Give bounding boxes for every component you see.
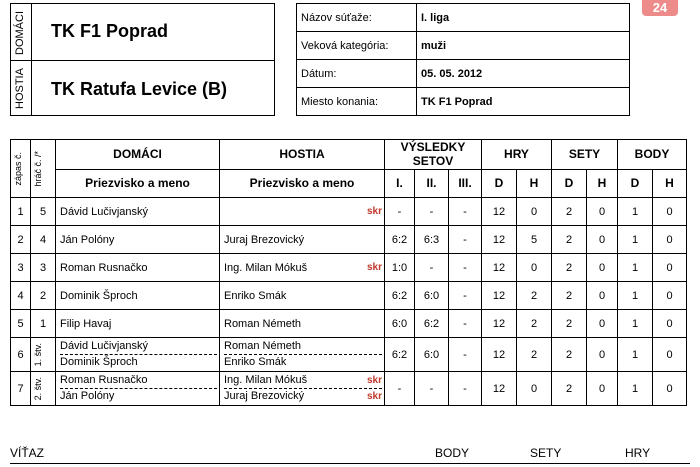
footer-winner: VÍŤAZ (10, 446, 45, 460)
result-sh: 0 (587, 254, 618, 282)
result-hh: 2 (517, 338, 552, 372)
away-player (220, 198, 385, 226)
col-results: VÝSLEDKY SETOV (385, 140, 482, 170)
away-pair (220, 338, 385, 372)
result-s3: - (449, 310, 482, 338)
away-pair-1: Ing. Milan Mókuš skr (224, 373, 382, 389)
result-bh: 0 (653, 226, 687, 254)
table-row (11, 338, 687, 372)
result-bh: 0 (653, 254, 687, 282)
match-no: 5 (11, 310, 31, 338)
info-value: TK F1 Poprad (417, 88, 630, 116)
result-hd: 12 (482, 338, 517, 372)
result-bh: 0 (653, 338, 687, 372)
result-bd: 1 (618, 310, 653, 338)
col-home: DOMÁCI (56, 140, 220, 170)
player-no (31, 338, 56, 372)
result-bd: 1 (618, 282, 653, 310)
footer-sets: SETY (530, 446, 562, 460)
home-player: Ján Polóny (56, 226, 220, 254)
walkover-mark: skr (366, 206, 382, 217)
away-player: Roman Németh (220, 310, 385, 338)
info-label: Dátum: (297, 60, 417, 88)
sub-sets-h: H (587, 169, 618, 198)
result-sh: 0 (587, 338, 618, 372)
player-no (31, 372, 56, 406)
table-row (11, 198, 687, 226)
walkover-mark: skr (366, 261, 382, 273)
result-sd: 2 (552, 254, 587, 282)
table-row (11, 282, 687, 310)
sub-points-h: H (653, 169, 687, 198)
sub-name-away: Priezvisko a meno (220, 169, 385, 198)
result-bh: 0 (653, 282, 687, 310)
home-player: Dávid Lučivjanský (56, 198, 220, 226)
result-s1: 6:2 (385, 282, 415, 310)
info-value: I. liga (417, 4, 630, 32)
results-table (10, 139, 687, 406)
match-no: 1 (11, 198, 31, 226)
col-sets: SETY (552, 140, 618, 170)
home-player: Roman Rusnačko (56, 254, 220, 282)
home-pair-2: Dominik Šproch (60, 356, 138, 368)
result-s1: 6:0 (385, 310, 415, 338)
home-label: DOMÁCI (14, 11, 26, 55)
sub-name-home: Priezvisko a meno (56, 169, 220, 198)
player-no: 2 (31, 282, 56, 310)
away-player: Ing. Milan Mókuš skr (220, 254, 385, 282)
away-pair-1: Roman Németh (224, 339, 382, 355)
result-hd: 12 (482, 372, 517, 406)
away-player: Juraj Brezovický (220, 226, 385, 254)
result-sd: 2 (552, 226, 587, 254)
home-player: Filip Havaj (56, 310, 220, 338)
result-bh: 0 (653, 310, 687, 338)
away-pair (220, 372, 385, 406)
home-team-name: TK F1 Poprad (51, 21, 169, 41)
away-pair-2: Enriko Smák (224, 356, 287, 368)
result-hd: 12 (482, 310, 517, 338)
result-s3: - (449, 282, 482, 310)
player-no: 1 (31, 310, 56, 338)
result-s1: - (385, 372, 415, 406)
away-label: HOSTIA (14, 68, 26, 110)
result-hh: 0 (517, 198, 552, 226)
result-s1: - (385, 198, 415, 226)
result-sd: 2 (552, 310, 587, 338)
result-bh: 0 (653, 198, 687, 226)
info-label: Názov súťaže: (297, 4, 417, 32)
table-row (11, 254, 687, 282)
site-logo: 24 (642, 0, 678, 16)
col-player-no: hráč č. /* (33, 150, 43, 187)
sub-set-2: II. (415, 169, 449, 198)
result-s1: 6:2 (385, 338, 415, 372)
result-s1: 6:2 (385, 226, 415, 254)
away-pair-2: Juraj Brezovický skr (224, 390, 382, 402)
doubles-pair-label: 1. štv. (33, 342, 43, 367)
home-pair (56, 338, 220, 372)
away-team-name: TK Ratufa Levice (B) (51, 79, 228, 99)
result-sh: 0 (587, 226, 618, 254)
player-no: 5 (31, 198, 56, 226)
match-no: 4 (11, 282, 31, 310)
result-s3: - (449, 254, 482, 282)
result-s2: - (415, 372, 449, 406)
match-info-table (296, 3, 630, 116)
result-s2: 6:0 (415, 338, 449, 372)
result-hh: 0 (517, 372, 552, 406)
result-bh: 0 (653, 372, 687, 406)
match-no: 3 (11, 254, 31, 282)
info-value: 05. 05. 2012 (417, 60, 630, 88)
match-no: 6 (11, 338, 31, 372)
sub-games-h: H (517, 169, 552, 198)
result-sh: 0 (587, 282, 618, 310)
result-s3: - (449, 226, 482, 254)
result-s2: 6:3 (415, 226, 449, 254)
result-bd: 1 (618, 198, 653, 226)
match-no: 2 (11, 226, 31, 254)
result-bd: 1 (618, 254, 653, 282)
result-hd: 12 (482, 226, 517, 254)
table-row (11, 226, 687, 254)
result-s3: - (449, 198, 482, 226)
sub-set-3: III. (449, 169, 482, 198)
result-s3: - (449, 372, 482, 406)
result-s2: - (415, 198, 449, 226)
home-pair (56, 372, 220, 406)
table-row (11, 310, 687, 338)
home-pair-1: Roman Rusnačko (60, 373, 217, 389)
result-bd: 1 (618, 372, 653, 406)
col-points: BODY (618, 140, 687, 170)
match-no: 7 (11, 372, 31, 406)
info-value: muži (417, 32, 630, 60)
col-away: HOSTIA (220, 140, 385, 170)
table-row (11, 372, 687, 406)
sub-points-d: D (618, 169, 653, 198)
result-sd: 2 (552, 198, 587, 226)
result-bd: 1 (618, 338, 653, 372)
result-hh: 0 (517, 254, 552, 282)
doubles-pair-label: 2. štv. (33, 376, 43, 401)
info-label: Miesto konania: (297, 88, 417, 116)
result-hd: 12 (482, 254, 517, 282)
team-box (10, 3, 275, 116)
result-bd: 1 (618, 226, 653, 254)
result-s2: 6:0 (415, 282, 449, 310)
result-sd: 2 (552, 372, 587, 406)
result-hh: 2 (517, 282, 552, 310)
result-hh: 5 (517, 226, 552, 254)
footer-line (10, 463, 690, 464)
sub-games-d: D (482, 169, 517, 198)
info-label: Veková kategória: (297, 32, 417, 60)
col-games: HRY (482, 140, 552, 170)
away-player: Enriko Smák (220, 282, 385, 310)
result-sh: 0 (587, 372, 618, 406)
result-sd: 2 (552, 282, 587, 310)
footer-games: HRY (625, 446, 651, 460)
result-hd: 12 (482, 198, 517, 226)
home-player: Dominik Šproch (56, 282, 220, 310)
result-hd: 12 (482, 282, 517, 310)
sub-sets-d: D (552, 169, 587, 198)
home-pair-2: Ján Polóny (60, 390, 115, 402)
result-s1: 1:0 (385, 254, 415, 282)
result-s3: - (449, 338, 482, 372)
result-sh: 0 (587, 198, 618, 226)
walkover-mark: skr (366, 375, 382, 386)
result-s2: - (415, 254, 449, 282)
walkover-mark: skr (366, 391, 382, 402)
col-match-no: zápas č. (13, 151, 23, 186)
player-no: 4 (31, 226, 56, 254)
result-sd: 2 (552, 338, 587, 372)
result-hh: 2 (517, 310, 552, 338)
player-no: 3 (31, 254, 56, 282)
home-pair-1: Dávid Lučivjanský (60, 339, 217, 355)
result-sh: 0 (587, 310, 618, 338)
footer-points: BODY (435, 446, 470, 460)
result-s2: 6:2 (415, 310, 449, 338)
sub-set-1: I. (385, 169, 415, 198)
